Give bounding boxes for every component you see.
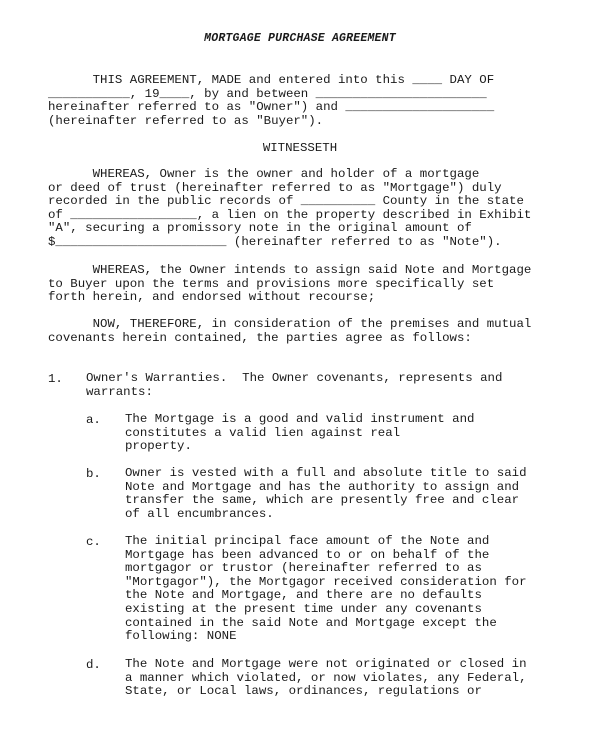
subsection-d-letter: d. (86, 658, 101, 672)
subsection-b-letter: b. (86, 467, 101, 481)
section-1-text: Owner's Warranties. The Owner covenants, represents and warrants: (86, 371, 503, 399)
subsection-c-letter: c. (86, 535, 101, 549)
witnesseth-heading: WITNESSETH (262, 141, 338, 155)
whereas-paragraph-1: WHEREAS, Owner is the owner and holder of a mortgage or deed of trust (hereinafter referred to as "Mortgage") duly recorded in the public records of __________ County in the state of _________________, a lien on the property described in Exhibit "A", securing a promissory note in the original amount of $_______________________ (hereinafter referred to as "Note"). (48, 167, 532, 249)
now-therefore-paragraph: NOW, THEREFORE, in consideration of the premises and mutual covenants herein contained, the parties agree as follows: (48, 317, 532, 345)
subsection-c-text: The initial principal face amount of the Note and Mortgage has been advanced to or on behalf of the mortgagor or trustor (hereinafter referred to as "Mortgagor"), the Mortgagor received consideration for the Note and Mortgage, and there are no defaults existing at the present time under any covenants contained in the said Note and Mortgage except the following: NONE (125, 534, 527, 644)
subsection-a-text: The Mortgage is a good and valid instrument and constitutes a valid lien against real property. (125, 412, 475, 454)
intro-paragraph: THIS AGREEMENT, MADE and entered into this ____ DAY OF ___________, 19____, by and between _______________________ hereinafter referred to as "Owner") and ____________________ (hereinafter referred to as "Buyer"). (48, 73, 495, 128)
subsection-d-text: The Note and Mortgage were not originated or closed in a manner which violated, or now violates, any Federal, State, or Local laws, ordinances, regulations or (125, 657, 527, 699)
subsection-b-text: Owner is vested with a full and absolute title to said Note and Mortgage and has the authority to assign and transfer the same, which are presently free and clear of all encumbrances. (125, 466, 527, 521)
subsection-a-letter: a. (86, 413, 101, 427)
whereas-paragraph-2: WHEREAS, the Owner intends to assign said Note and Mortgage to Buyer upon the terms and provisions more specifically set forth herein, and endorsed without recourse; (48, 263, 532, 305)
section-1-number: 1. (48, 372, 63, 386)
document-title: MORTGAGE PURCHASE AGREEMENT (204, 32, 396, 45)
